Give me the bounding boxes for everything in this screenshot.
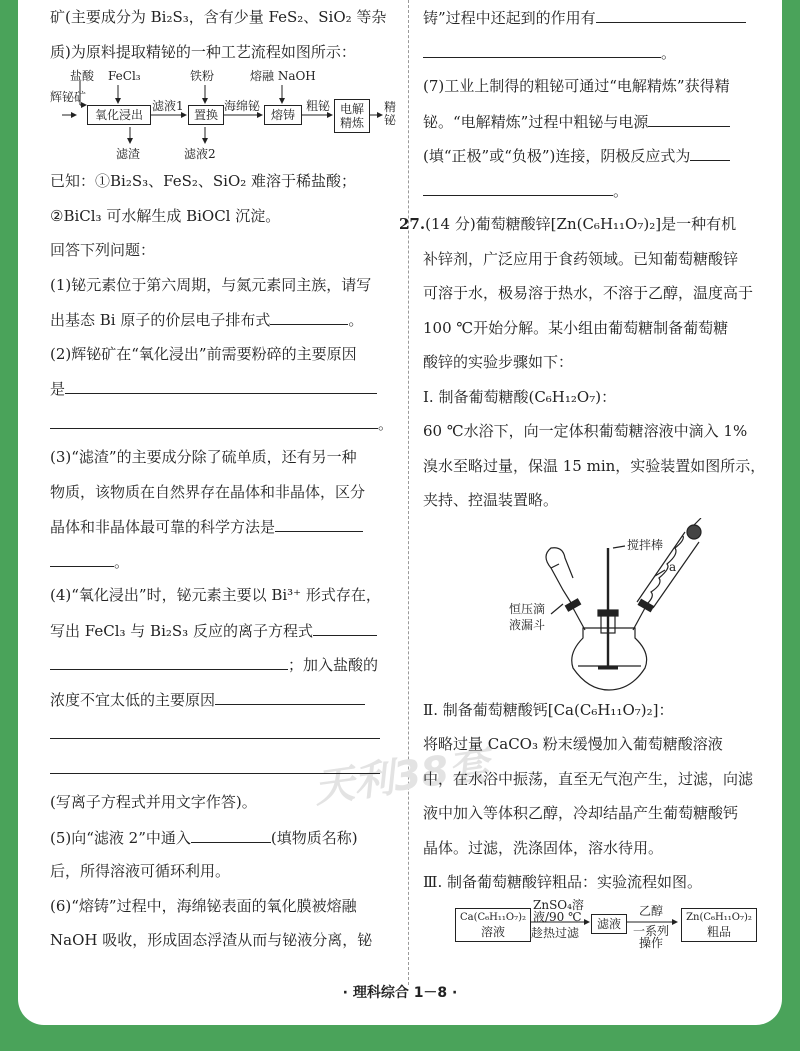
question-text: 铋。“电解精炼”过程中粗铋与电源 [423,112,649,131]
question-text: (填“正极”或“负极”)连接，阴极反应式为 [423,147,691,165]
answer-blank[interactable] [191,820,271,843]
flow-sponge-bi: 海绵铋 [224,99,261,113]
flow-crude-bi: 粗铋 [306,99,331,113]
left-column [50,0,397,958]
text-line: NaOH 吸收，形成固态浮渣从而与铋液分离，铋 [50,931,373,949]
flow-residue: 滤渣 [116,147,141,161]
question-text: 是 [50,380,66,398]
flow3-reagent-line2: 液/90 ℃ [533,909,582,924]
text-line: 矿(主要成分为 Bi₂S₃，含有少量 FeS₂、SiO₂ 等杂 [50,8,387,26]
text-line [50,820,394,855]
text-line: 溴水至略过量，保温 15 min，实验装置如图所示， [423,456,766,475]
text-line [50,509,394,544]
answer-blank[interactable] [648,104,730,127]
question-text: 浓度不宜太低的主要原因 [50,690,216,709]
text-line: 回答下列问题： [50,241,156,259]
text-line: 可溶于水，极易溶于热水，不溶于乙醇，温度高于 [423,284,754,302]
text-line: (2)辉铋矿在“氧化浸出”前需要粉碎的主要原因 [50,344,357,363]
text-line: 液中加入等体积乙醇，冷却结晶产生葡萄糖酸钙 [423,804,739,822]
text-line [50,647,394,682]
text-line: (7)工业上制得的粗铋可通过“电解精炼”获得精 [423,77,730,95]
answer-blank[interactable] [313,613,377,636]
apparatus-drawing [423,518,771,693]
question-number: 27. [399,215,426,233]
flow-step-electrorefine: 电解精炼 [334,99,370,133]
flow-step-casting: 熔铸 [264,105,302,125]
text-line: 补锌剂，广泛应用于食药领域。已知葡萄糖酸锌 [423,249,739,268]
flow3-ethanol: 乙醇 [639,903,664,918]
column-divider [408,0,409,985]
text-line: 质)为原料提取精铋的一种工艺流程如图所示： [50,42,356,61]
flow-reagent-naoh: 熔融 NaOH [250,69,316,83]
question-text: (5)向“滤液 2”中通入 [50,828,191,847]
watermark: 天利38套 [311,741,492,812]
flow3-op2-line1: 一系列 [633,923,670,938]
flow3-box-filtrate: 滤液 [591,914,627,934]
answer-blank[interactable] [690,138,730,161]
text-line [423,104,771,139]
question-text: 出基态 Bi 原子的价层电子排布式 [50,311,271,329]
text-line [399,207,771,242]
flow-filtrate1: 滤液1 [152,99,184,113]
flow3-box1-line2: 溶液 [480,924,505,939]
question-text: (填物质名称) [270,828,358,847]
flow3-reagent-line1: ZnSO₄溶 [533,897,584,912]
answer-blank[interactable] [50,406,378,429]
text-line: 100 ℃开始分解。某小组由葡萄糖制备葡萄糖 [423,318,729,337]
text-line: 。 [50,406,394,441]
text-line: 将略过量 CaCO₃ 粉末缓慢加入葡萄糖酸溶液 [423,735,723,753]
answer-blank[interactable] [50,544,114,567]
text-line: (写离子方程式并用文字作答)。 [50,793,257,811]
flow-reagent-hcl: 盐酸 [70,69,95,83]
text-line: 物质，该物质在自然界存在晶体和非晶体，区分 [50,482,366,501]
text-line: (6)“熔铸”过程中，海绵铋表面的氧化膜被熔融 [50,896,357,915]
flow3-box-zinc [681,908,757,942]
zinc-flowchart [423,897,771,950]
question-text: ；加入盐酸的 [288,656,379,674]
flow-step-replace: 置换 [188,105,224,125]
section-heading: Ⅱ. 制备葡萄糖酸钙[Ca(C₆H₁₁O₇)₂]： [423,700,674,719]
text-line: 60 ℃水浴下，向一定体积葡萄糖溶液中滴入 1% [423,422,748,440]
answer-blank[interactable] [215,682,365,705]
flow3-box-calcium [455,908,531,942]
text-line: 中，在水浴中振荡，直至无气泡产生，过滤，向滤 [423,769,754,788]
flow-product: 精铋 [384,100,397,127]
flow-filtrate2: 滤液2 [184,147,216,161]
flow-reagent-fecl3: FeCl₃ [108,69,141,83]
answer-blank[interactable] [50,751,380,774]
text-line [423,138,771,173]
text-line: ②BiCl₃ 可水解生成 BiOCl 沉淀。 [50,206,281,225]
flow3-op1: 趁热过滤 [531,925,580,940]
flow3-box3-line1: Zn(C₆H₁₁O₇)₂ [686,911,752,923]
text-line [423,0,771,35]
flow3-box1-line1: Ca(C₆H₁₁O₇)₂ [459,911,527,923]
text-line: 出基态 Bi 原子的价层电子排布式 。 [50,302,394,337]
text-line [50,716,394,751]
label-condenser-a: a [669,559,677,574]
text-line: 已知：①Bi₂S₃、FeS₂、SiO₂ 难溶于稀盐酸； [50,172,357,190]
text-line [50,682,394,717]
answer-blank[interactable] [270,302,348,325]
answer-blank[interactable] [50,647,288,670]
flow3-box3-line2: 粗品 [706,924,731,939]
apparatus-diagram [423,518,771,693]
text-line: 。 [50,544,394,579]
page-footer: · 理科综合 1－8 · [342,985,458,1001]
text-line: 。 [423,35,771,70]
flow-reagent-iron: 铁粉 [190,69,215,83]
label-funnel-line2: 液漏斗 [509,617,546,632]
text-line [50,371,394,406]
answer-blank[interactable] [275,509,363,532]
section-heading: Ⅲ. 制备葡萄糖酸锌粗品：实验流程如图。 [423,873,703,891]
text-line: 酸锌的实验步骤如下： [423,353,574,371]
label-stirrer: 搅拌棒 [627,537,664,552]
text-line: (4)“氧化浸出”时，铋元素主要以 Bi³⁺ 形式存在， [50,586,381,604]
text-line: (1)铋元素位于第六周期，与氮元素同主族，请写 [50,275,372,294]
text-line [50,613,394,648]
flow-step-oxidative-leach: 氧化浸出 [87,105,151,125]
answer-blank[interactable] [50,716,380,739]
text-line: (3)“滤渣”的主要成分除了硫单质，还有另一种 [50,448,357,466]
section-heading: Ⅰ. 制备葡萄糖酸(C₆H₁₂O₇)： [423,387,617,406]
question-text: 晶体和非晶体最可靠的科学方法是 [50,518,276,536]
text-line: 晶体。过滤，洗涤固体，溶水待用。 [423,838,664,857]
label-funnel-line1: 恒压滴 [509,601,546,616]
text-line: 夹持、控温装置略。 [423,491,559,509]
text-line: 后，所得溶液可循环利用。 [50,862,231,880]
answer-blank[interactable] [65,371,377,394]
text-line: 。 [423,173,771,208]
flow-raw-material: 辉铋矿 [50,90,87,104]
answer-blank[interactable] [423,35,661,58]
question-text: 写出 FeCl₃ 与 Bi₂S₃ 反应的离子方程式 [50,621,313,640]
exam-page [18,0,782,1025]
answer-blank[interactable] [423,173,613,196]
text-line [50,751,394,786]
process-flowchart [50,69,397,164]
answer-blank[interactable] [596,0,746,23]
question-text: 铸”过程中还起到的作用有 [423,9,596,27]
question-text: (14 分)葡萄糖酸锌[Zn(C₆H₁₁O₇)₂]是一种有机 [425,215,737,233]
flow3-op2-line2: 操作 [639,935,664,950]
